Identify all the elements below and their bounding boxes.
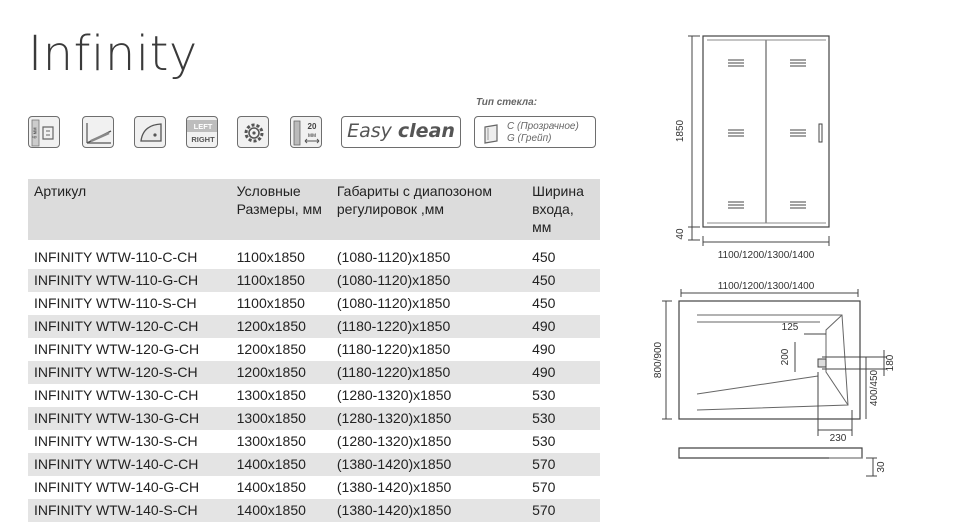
cell-width: 450 xyxy=(526,269,600,292)
easy-clean-clean: clean xyxy=(397,120,455,142)
tray-side-drawing xyxy=(679,448,877,476)
cell-article: INFINITY WTW-140-C-CH xyxy=(28,453,231,476)
header-size-line2: Размеры, мм xyxy=(236,201,322,217)
cell-dims: (1280-1320)x1850 xyxy=(331,407,526,430)
cell-dims: (1180-1220)x1850 xyxy=(331,361,526,384)
cell-article: INFINITY WTW-110-S-CH xyxy=(34,295,197,311)
cell-dims: (1380-1420)x1850 xyxy=(336,479,452,495)
cell-article: INFINITY WTW-130-G-CH xyxy=(28,407,231,430)
cell-article: INFINITY WTW-140-G-CH xyxy=(34,479,200,495)
front-view-drawing xyxy=(688,36,829,246)
cell-article: INFINITY WTW-130-C-CH xyxy=(34,387,199,403)
tray-height-label: 30 xyxy=(876,461,887,473)
cell-size: 1100x1850 xyxy=(231,269,331,292)
cell-width: 490 xyxy=(532,341,556,357)
cell-size: 1300x1850 xyxy=(236,433,306,449)
front-height-label: 1850 xyxy=(675,119,686,143)
cell-dims: (1280-1320)x1850 xyxy=(336,387,452,403)
cell-dims: (1080-1120)x1850 xyxy=(331,269,526,292)
header-dims-line2: регулировок ,мм xyxy=(336,201,445,217)
cell-width: 530 xyxy=(532,387,556,403)
cell-width: 450 xyxy=(532,295,556,311)
glass-option-clear: С (Прозрачное) xyxy=(507,121,579,132)
adjust-value-text: 20 xyxy=(307,122,317,131)
cell-width: 490 xyxy=(526,315,600,338)
right-label: RIGHT xyxy=(191,135,215,144)
header-size-line1: Условные xyxy=(236,183,301,199)
cell-article: INFINITY WTW-120-C-CH xyxy=(28,315,231,338)
cell-dims: (1380-1420)x1850 xyxy=(331,499,526,522)
tray-width-label: 1100/1200/1300/1400 xyxy=(717,281,815,292)
cell-article: INFINITY WTW-130-S-CH xyxy=(34,433,198,449)
header-article: Артикул xyxy=(28,179,231,240)
cell-size: 1400x1850 xyxy=(231,499,331,522)
cell-size: 1200x1850 xyxy=(231,361,331,384)
header-width-line2: входа, мм xyxy=(532,201,574,235)
cell-width: 450 xyxy=(532,249,556,265)
cell-size: 1300x1850 xyxy=(236,387,306,403)
cell-article: INFINITY WTW-110-C-CH xyxy=(34,249,198,265)
cell-width: 490 xyxy=(526,361,600,384)
cell-size: 1200x1850 xyxy=(231,315,331,338)
drain-offset-top-label: 125 xyxy=(781,322,799,333)
drain-depth-label: 400/450 xyxy=(869,369,880,407)
cell-width: 570 xyxy=(526,499,600,522)
cell-width: 570 xyxy=(532,479,556,495)
cell-dims: (1080-1120)x1850 xyxy=(336,295,451,311)
cell-dims: (1180-1220)x1850 xyxy=(336,341,451,357)
header-dims-line1: Габариты с диапозоном xyxy=(336,183,492,199)
easy-clean-easy: Easy xyxy=(347,120,392,142)
cell-dims: (1280-1320)x1850 xyxy=(336,433,452,449)
cell-dims: (1380-1420)x1850 xyxy=(331,453,526,476)
cell-size: 1400x1850 xyxy=(236,479,306,495)
cell-size: 1300x1850 xyxy=(231,407,331,430)
glass-thickness-text: 6 мм xyxy=(32,127,39,139)
adjust-unit-text: мм xyxy=(307,133,317,139)
tray-depth-label: 800/900 xyxy=(653,341,664,379)
cell-width: 570 xyxy=(526,453,600,476)
front-base-label: 40 xyxy=(675,228,686,240)
cell-size: 1100x1850 xyxy=(236,295,305,311)
cell-dims: (1080-1120)x1850 xyxy=(336,249,451,265)
glass-option-grape: G (Грейп) xyxy=(507,133,552,144)
header-width-line1: Ширина xyxy=(532,183,584,199)
cell-size: 1400x1850 xyxy=(231,453,331,476)
cell-article: INFINITY WTW-120-G-CH xyxy=(34,341,200,357)
cell-width: 530 xyxy=(526,407,600,430)
tray-plan-drawing xyxy=(662,289,887,436)
cell-size: 1100x1850 xyxy=(236,249,305,265)
glass-type-label: Тип стекла: xyxy=(476,97,538,108)
cell-dims: (1180-1220)x1850 xyxy=(331,315,526,338)
page-title: Infinity xyxy=(28,26,198,82)
cell-article: INFINITY WTW-110-G-CH xyxy=(28,269,231,292)
cell-size: 1200x1850 xyxy=(236,341,306,357)
drain-from-right-label: 230 xyxy=(829,433,847,444)
drain-offset-right-label: 180 xyxy=(885,354,896,372)
cell-article: INFINITY WTW-120-S-CH xyxy=(28,361,231,384)
cell-article: INFINITY WTW-140-S-CH xyxy=(28,499,231,522)
drain-size-label: 200 xyxy=(780,348,791,366)
cell-width: 530 xyxy=(532,433,556,449)
left-label: LEFT xyxy=(193,122,213,131)
front-width-label: 1100/1200/1300/1400 xyxy=(717,250,815,261)
